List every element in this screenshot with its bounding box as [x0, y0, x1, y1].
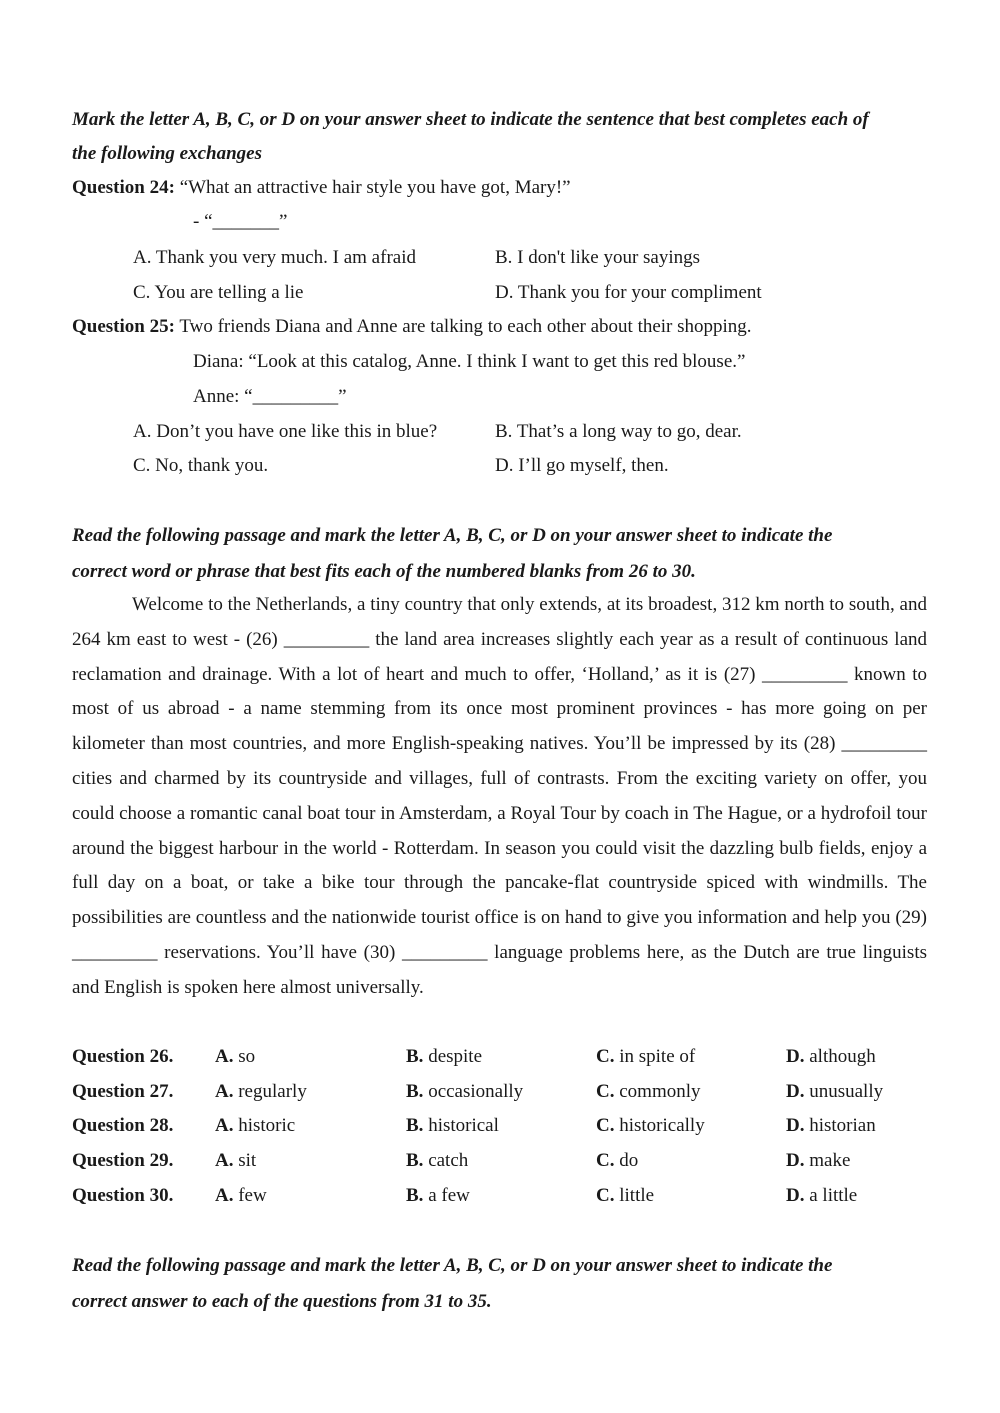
question-30-option-a: A. few — [215, 1185, 267, 1206]
question-28-option-c: C. historically — [596, 1115, 705, 1136]
cloze-passage-text: Welcome to the Netherlands, a tiny country that only extends, at its broadest, 312 km north to south, and 264 km east to west - (26) _________ the land area increases slightly each year as a result of continuous land reclamation and drainage. With a lot of heart and much to offer, ‘Holland,’ as it is (27) _________ known to most of us abroad - a name stemming from its once most prominent provinces - has more going on per kilometer than most countries, and more English-speaking natives. You’ll be impressed by its (28) _________ cities and charmed by its countryside and villages, full of contrasts. From the exciting variety on offer, you could choose a romantic canal boat tour in Amsterdam, a Royal Tour by coach in The Hague, or a hydrofoil tour around the biggest harbour in the world - Rotterdam. In season you could visit the dazzling bulb fields, enjoy a full day on a boat, or take a bike tour through the pancake-flat countryside spiced with windmills. The possibilities are countless and the nationwide tourist office is on hand to give you information and help you (29) _________ reservations. You’ll have (30) _________ language problems here, as the Dutch are true linguists and English is spoken here almost universally. — [72, 594, 927, 998]
question-25 — [72, 315, 752, 339]
question-29-label: Question 29. — [72, 1150, 174, 1171]
question-24-response-blank: - “_______” — [193, 211, 288, 232]
question-29-option-b: B. catch — [406, 1150, 469, 1171]
question-29-option-c: C. do — [596, 1150, 639, 1171]
question-28-label: Question 28. — [72, 1115, 174, 1136]
question-27-option-c: C. commonly — [596, 1081, 701, 1102]
question-27-option-d: D. unusually — [786, 1081, 884, 1102]
question-28-option-b: B. historical — [406, 1115, 499, 1136]
section1-instruction-line1: Mark the letter A, B, C, or D on your answer sheet to indicate the sentence that best completes each of — [72, 109, 869, 130]
question-26-option-b: B. despite — [406, 1046, 483, 1067]
question-30-label: Question 30. — [72, 1185, 174, 1206]
question-25-text: Two friends Diana and Anne are talking to each other about their shopping. — [179, 316, 752, 337]
question-27-option-b: B. occasionally — [406, 1081, 524, 1102]
section2-instruction-line1: Read the following passage and mark the letter A, B, C, or D on your answer sheet to indicate the — [72, 525, 833, 546]
question-30-option-b: B. a few — [406, 1185, 470, 1206]
question-29-option-a: A. sit — [215, 1150, 257, 1171]
section2-instruction-line2: correct word or phrase that best fits each of the numbered blanks from 26 to 30. — [72, 561, 696, 582]
question-24-option-a: A. Thank you very much. I am afraid — [133, 247, 416, 268]
question-27-row — [72, 1080, 952, 1104]
question-30-row — [72, 1184, 952, 1208]
question-25-label: Question 25: — [72, 316, 175, 337]
question-25-option-a: A. Don’t you have one like this in blue? — [133, 421, 438, 442]
question-24-option-b: B. I don't like your sayings — [495, 247, 701, 268]
question-28-row — [72, 1114, 952, 1138]
question-29-row — [72, 1149, 952, 1173]
question-24-option-c: C. You are telling a lie — [133, 282, 304, 303]
question-24 — [72, 176, 571, 200]
question-28-option-d: D. historian — [786, 1115, 876, 1136]
question-24-option-d: D. Thank you for your compliment — [495, 282, 762, 303]
question-27-option-a: A. regularly — [215, 1081, 307, 1102]
question-26-option-a: A. so — [215, 1046, 256, 1067]
question-25-diana-line: Diana: “Look at this catalog, Anne. I think I want to get this red blouse.” — [193, 351, 746, 372]
question-26-label: Question 26. — [72, 1046, 174, 1067]
question-24-label: Question 24: — [72, 177, 175, 198]
question-25-option-d: D. I’ll go myself, then. — [495, 455, 669, 476]
question-25-anne-line: Anne: “_________” — [193, 386, 347, 407]
cloze-passage — [72, 588, 927, 1006]
question-30-option-d: D. a little — [786, 1185, 858, 1206]
question-25-option-c: C. No, thank you. — [133, 455, 269, 476]
section3-instruction-line1: Read the following passage and mark the letter A, B, C, or D on your answer sheet to indicate the — [72, 1255, 833, 1276]
question-30-option-c: C. little — [596, 1185, 655, 1206]
question-25-option-b: B. That’s a long way to go, dear. — [495, 421, 742, 442]
question-26-row — [72, 1045, 952, 1069]
question-29-option-d: D. make — [786, 1150, 851, 1171]
question-24-text: “What an attractive hair style you have got, Mary!” — [179, 177, 571, 198]
question-26-option-c: C. in spite of — [596, 1046, 696, 1067]
section1-instruction-line2: the following exchanges — [72, 143, 263, 164]
question-26-option-d: D. although — [786, 1046, 876, 1067]
question-28-option-a: A. historic — [215, 1115, 296, 1136]
question-27-label: Question 27. — [72, 1081, 174, 1102]
section3-instruction-line2: correct answer to each of the questions from 31 to 35. — [72, 1291, 492, 1312]
